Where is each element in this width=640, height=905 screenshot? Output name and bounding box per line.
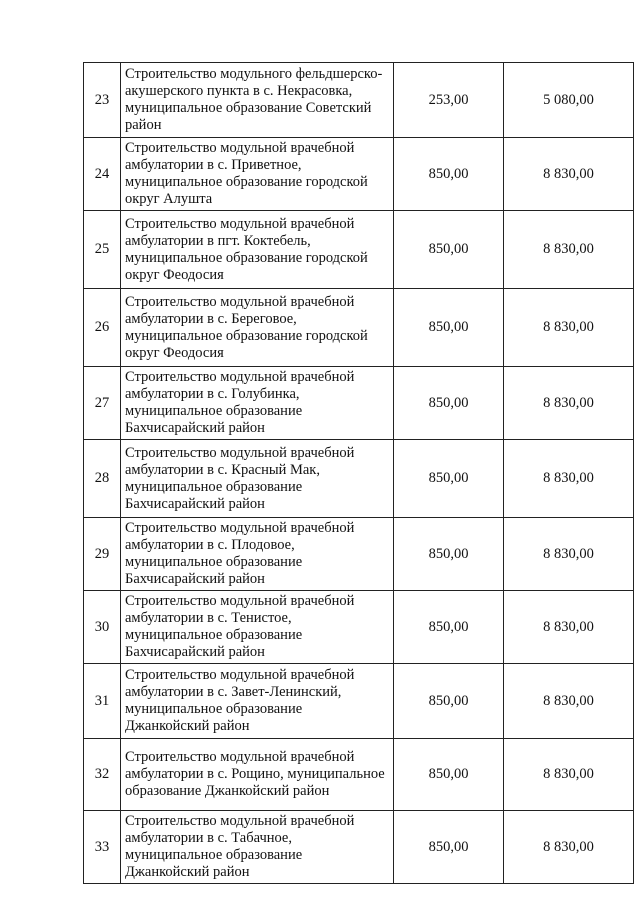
value-column-2: 8 830,00 bbox=[504, 664, 634, 739]
value-column-1: 850,00 bbox=[394, 591, 504, 664]
table-row bbox=[84, 664, 634, 739]
value-column-2: 8 830,00 bbox=[504, 289, 634, 367]
value-column-1: 850,00 bbox=[394, 518, 504, 591]
project-name: Строительство модульной врачебной амбулатории в с. Табачное, муниципальное образование Джанкойский район bbox=[121, 811, 394, 884]
document-table bbox=[83, 62, 634, 884]
value-column-1: 850,00 bbox=[394, 138, 504, 211]
value-column-2: 8 830,00 bbox=[504, 811, 634, 884]
table-row bbox=[84, 211, 634, 289]
value-column-1: 850,00 bbox=[394, 367, 504, 440]
value-column-1: 850,00 bbox=[394, 739, 504, 811]
project-name: Строительство модульной врачебной амбулатории в с. Голубинка, муниципальное образование Бахчисарайский район bbox=[121, 367, 394, 440]
table-row bbox=[84, 289, 634, 367]
row-number: 32 bbox=[84, 739, 121, 811]
value-column-1: 850,00 bbox=[394, 811, 504, 884]
value-column-1: 850,00 bbox=[394, 289, 504, 367]
value-column-1: 850,00 bbox=[394, 211, 504, 289]
table-row bbox=[84, 440, 634, 518]
table-row bbox=[84, 811, 634, 884]
value-column-2: 8 830,00 bbox=[504, 739, 634, 811]
project-name: Строительство модульной врачебной амбулатории в пгт. Коктебель, муниципальное образование городской округ Феодосия bbox=[121, 211, 394, 289]
row-number: 30 bbox=[84, 591, 121, 664]
value-column-1: 850,00 bbox=[394, 664, 504, 739]
row-number: 28 bbox=[84, 440, 121, 518]
row-number: 25 bbox=[84, 211, 121, 289]
row-number: 31 bbox=[84, 664, 121, 739]
project-name: Строительство модульной врачебной амбулатории в с. Завет-Ленинский, муниципальное образование Джанкойский район bbox=[121, 664, 394, 739]
table-row bbox=[84, 63, 634, 138]
table-row bbox=[84, 739, 634, 811]
project-name: Строительство модульной врачебной амбулатории в с. Рощино, муниципальное образование Джанкойский район bbox=[121, 739, 394, 811]
value-column-2: 8 830,00 bbox=[504, 518, 634, 591]
table-row bbox=[84, 591, 634, 664]
project-name: Строительство модульного фельдшерско-акушерского пункта в с. Некрасовка, муниципальное образование Советский район bbox=[121, 63, 394, 138]
project-name: Строительство модульной врачебной амбулатории в с. Приветное, муниципальное образование городской округ Алушта bbox=[121, 138, 394, 211]
value-column-1: 850,00 bbox=[394, 440, 504, 518]
value-column-2: 8 830,00 bbox=[504, 440, 634, 518]
value-column-2: 5 080,00 bbox=[504, 63, 634, 138]
table-row bbox=[84, 518, 634, 591]
table-row bbox=[84, 367, 634, 440]
value-column-2: 8 830,00 bbox=[504, 367, 634, 440]
row-number: 27 bbox=[84, 367, 121, 440]
row-number: 24 bbox=[84, 138, 121, 211]
value-column-1: 253,00 bbox=[394, 63, 504, 138]
project-name: Строительство модульной врачебной амбулатории в с. Береговое, муниципальное образование городской округ Феодосия bbox=[121, 289, 394, 367]
row-number: 29 bbox=[84, 518, 121, 591]
row-number: 26 bbox=[84, 289, 121, 367]
value-column-2: 8 830,00 bbox=[504, 211, 634, 289]
row-number: 23 bbox=[84, 63, 121, 138]
value-column-2: 8 830,00 bbox=[504, 138, 634, 211]
project-name: Строительство модульной врачебной амбулатории в с. Плодовое, муниципальное образование Бахчисарайский район bbox=[121, 518, 394, 591]
table-row bbox=[84, 138, 634, 211]
row-number: 33 bbox=[84, 811, 121, 884]
value-column-2: 8 830,00 bbox=[504, 591, 634, 664]
project-name: Строительство модульной врачебной амбулатории в с. Красный Мак, муниципальное образование Бахчисарайский район bbox=[121, 440, 394, 518]
project-name: Строительство модульной врачебной амбулатории в с. Тенистое, муниципальное образование Бахчисарайский район bbox=[121, 591, 394, 664]
